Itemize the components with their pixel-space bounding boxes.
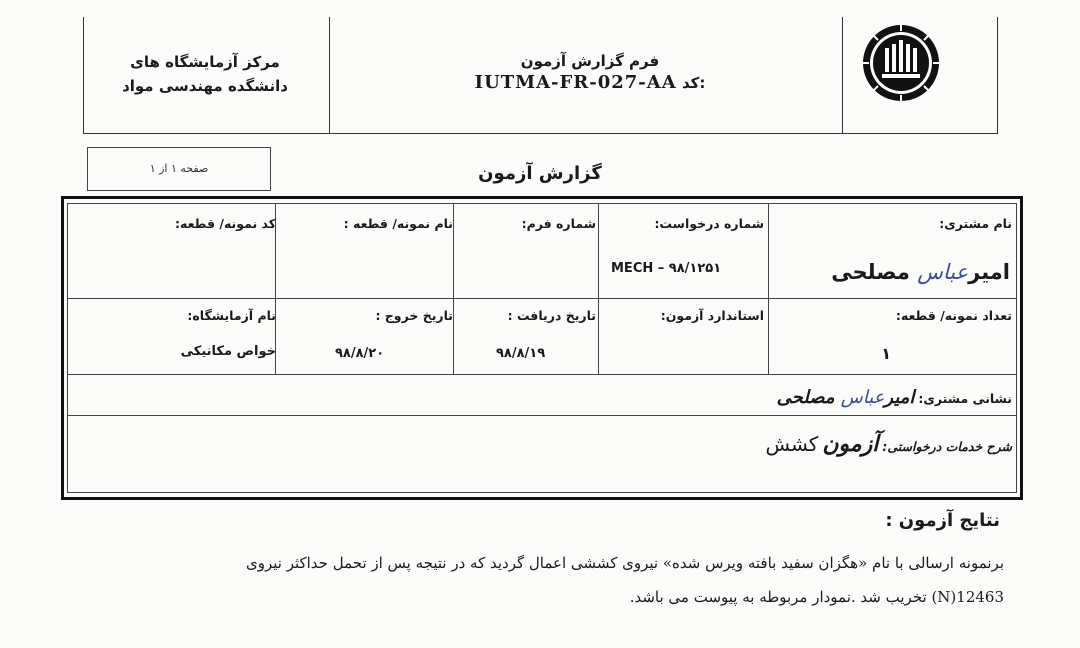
sample-code-label: کد نمونه/ قطعه: [175,216,276,231]
exit-date-label: تاریخ خروج : [375,308,453,323]
requested-service-label: شرح خدمات درخواستی: [882,439,1012,454]
results-line-2: 12463(N) تخریب شد .نمودار مربوطه به پیوست می باشد. [629,588,1004,606]
results-line-1: برنمونه ارسالی با نام «هگزان سفید بافته ویرس شده» نیروی کششی اعمال گردید که در نتیجه پس از تحمل حداکثر نیروی [245,554,1004,572]
form-code-line [340,72,840,94]
customer-name-value: امیرعباس مصلحی [831,260,1010,284]
test-standard-label: استاندارد آزمون: [660,308,764,323]
sample-count-value: ۱ [881,344,891,363]
university-seal-icon [860,22,942,104]
customer-name-label: نام مشتری: [939,216,1012,231]
lab-name-label: نام آزمایشگاه: [187,308,276,323]
row-divider [68,415,1016,416]
sample-name-label: نام نمونه/ قطعه : [343,216,453,231]
received-date-value: ۹۸/۸/۱۹ [496,346,546,361]
customer-address-field [777,387,1012,408]
form-code: IUTMA-FR-027-AA [474,72,677,93]
customer-address-value: امیرعباس مصلحی [776,387,915,408]
report-info-inner [67,203,1017,493]
requested-service-value-2: کشش [765,432,819,456]
received-date-label: تاریخ دریافت : [507,308,596,323]
lab-name-value: خواص مکانیکی [180,344,276,359]
results-text [60,546,1004,614]
results-title: نتایج آزمون : [885,510,1000,531]
page-number-box: صفحه ۱ از ۱ [87,147,271,191]
lab-center-line2: دانشگده مهندسی مواد [122,77,288,95]
requested-service-field [765,432,1012,457]
report-info-box [61,196,1023,500]
header-divider [329,17,330,133]
form-title-block [340,50,840,94]
header-divider [842,17,843,133]
document-title: گزارش آزمون [478,163,602,184]
requested-service-value-1: آزمون [822,432,879,457]
form-code-label: کد: [681,74,706,92]
form-title: فرم گزارش آزمون [520,52,660,70]
row-divider [68,298,1016,299]
col-divider [598,204,599,374]
col-divider [453,204,454,374]
request-number-value: MECH – ۹۸/۱۲۵۱ [611,261,722,276]
request-number-label: شماره درخواست: [654,216,764,231]
lab-center-line1: مرکز آزمایشگاه های [130,53,280,71]
customer-address-label: نشانی مشتری: [918,391,1012,406]
exit-date-value: ۹۸/۸/۲۰ [335,346,385,361]
col-divider [768,204,769,374]
lab-center-name [95,50,315,98]
form-number-label: شماره فرم: [521,216,596,231]
sample-count-label: تعداد نمونه/ قطعه: [895,308,1012,323]
row-divider [68,374,1016,375]
